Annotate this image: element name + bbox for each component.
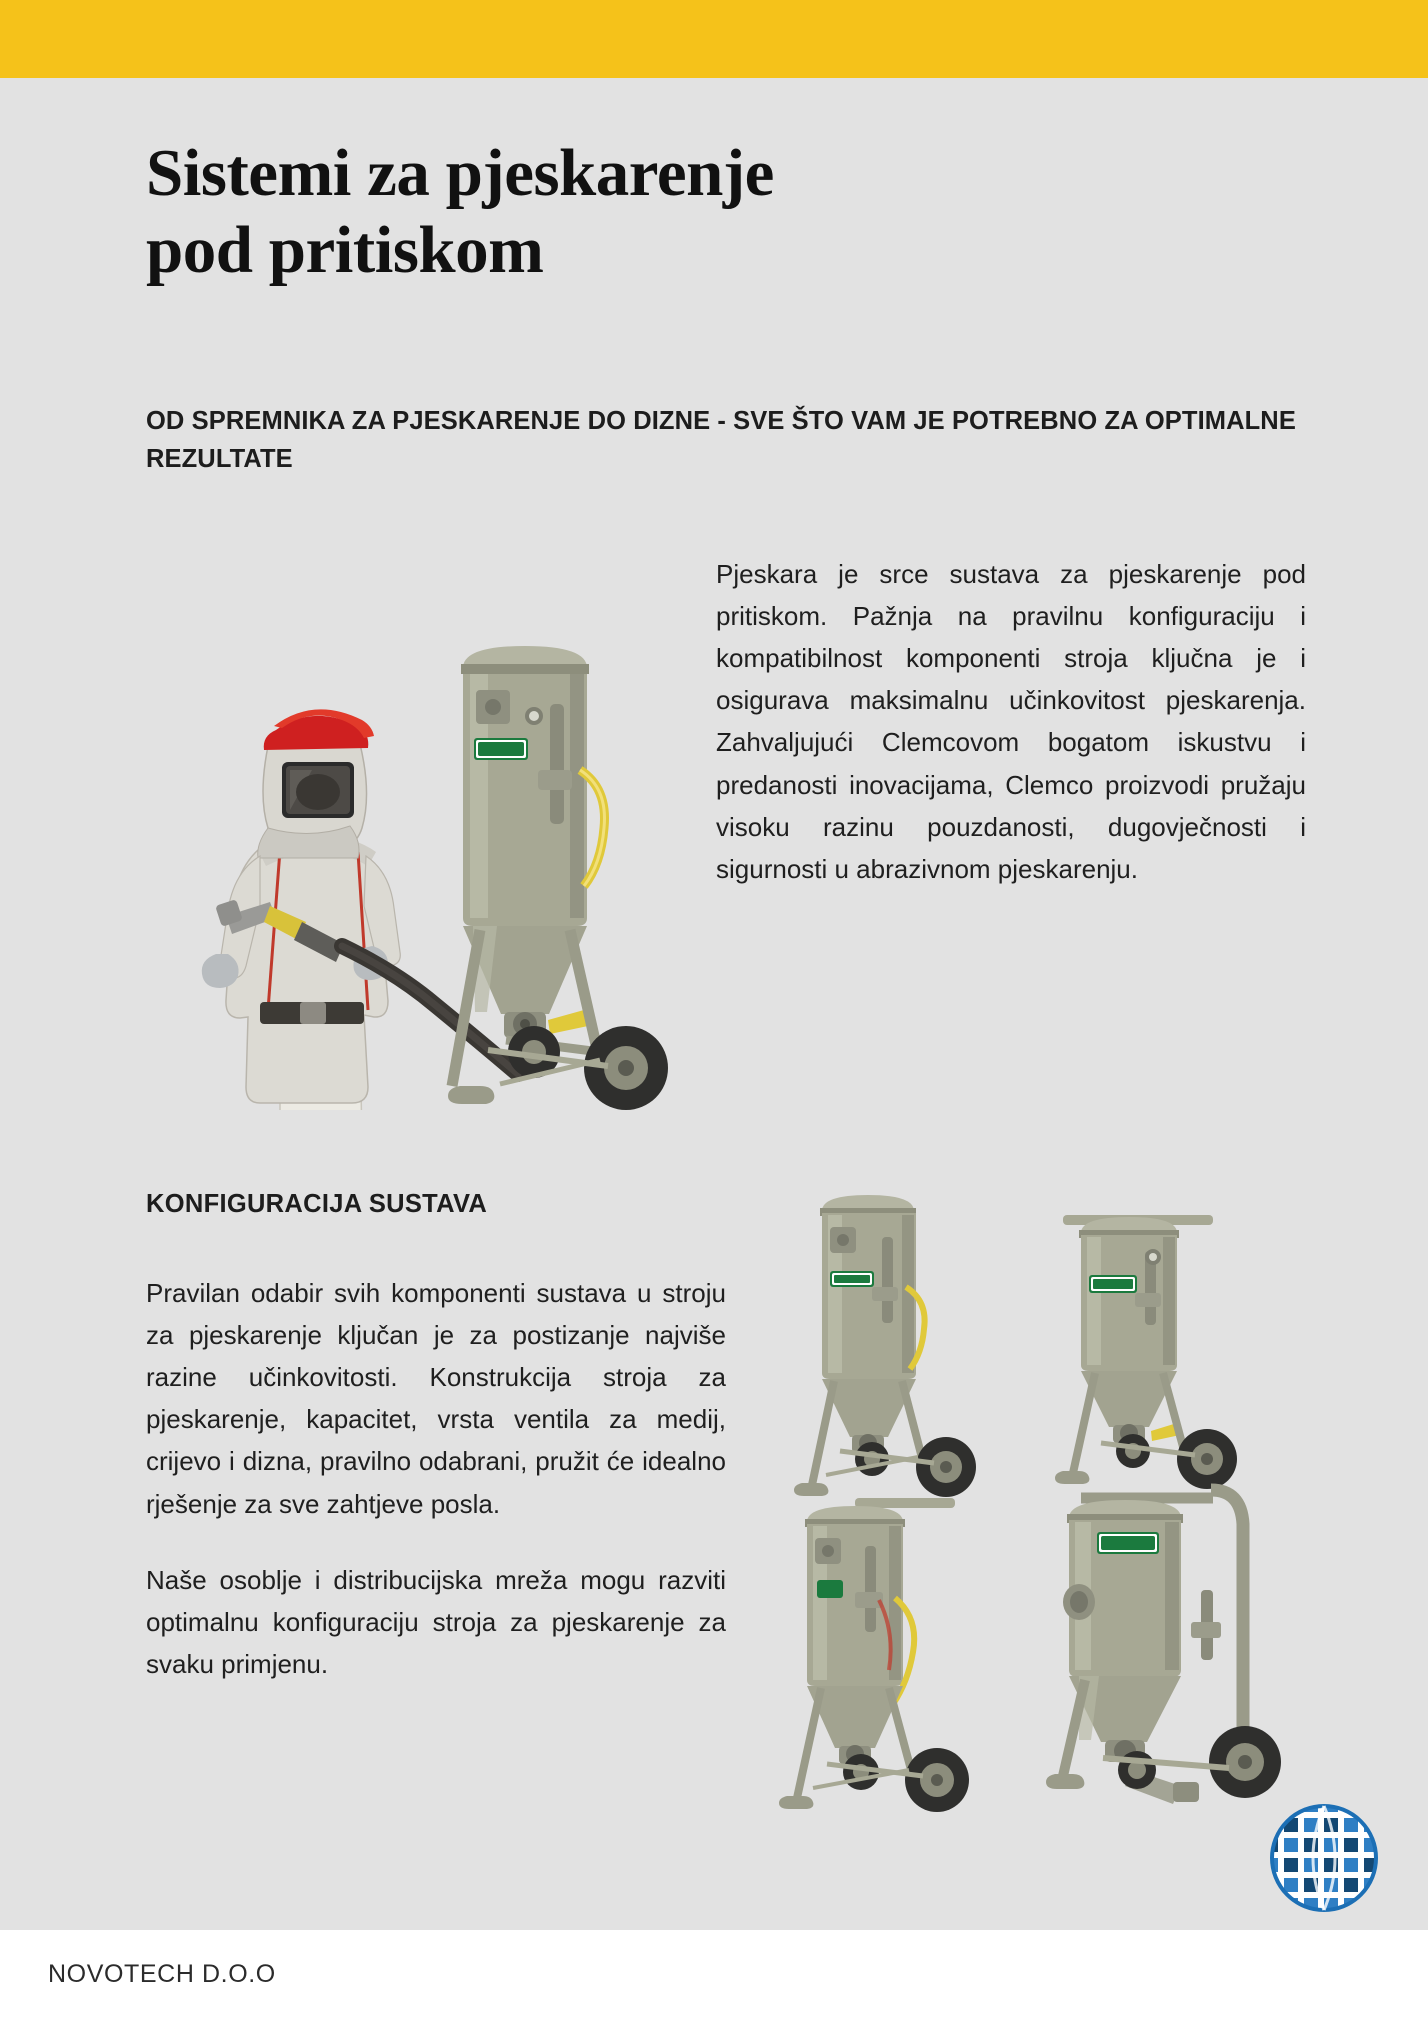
page-footer xyxy=(0,1930,1428,2028)
company-logo-globe-icon xyxy=(1258,1792,1390,1924)
body-paragraph-1: Pravilan odabir svih komponenti sustava u stroju za pjeskarenje ključan je za postizanje najviše razine učinkovitosti. Konstrukcija stroja za pjeskarenje, kapacitet, vrsta ventila za medij, crijevo i dizna, pravilno odabrani, pružit će idealno rješenje za sve zahtjeve posla. xyxy=(146,1278,726,1519)
body-copy xyxy=(146,1272,726,1685)
footer-company-name: NOVOTECH D.O.O xyxy=(48,1960,276,1988)
product-image-4 xyxy=(1015,1470,1315,1820)
page-title xyxy=(146,135,1146,289)
product-image-1 xyxy=(760,1175,1020,1505)
section-heading-configuration: KONFIGURACIJA SUSTAVA xyxy=(146,1190,488,1218)
page-title-line-2: pod pritiskom xyxy=(146,213,544,288)
product-image-2 xyxy=(1025,1193,1285,1508)
page-subtitle: OD SPREMNIKA ZA PJESKARENJE DO DIZNE - SVE ŠTO VAM JE POTREBNO ZA OPTIMALNE REZULTATE xyxy=(146,407,1296,473)
intro-paragraph: Pjeskara je srce sustava za pjeskarenje pod pritiskom. Pažnja na pravilnu konfiguraciju i kompatibilnost komponenti stroja ključna je i osigurava maksimalnu učinkovitost pjeskarenja. Zahvaljujući Clemcovom bogatom iskustvu i predanosti inovacijama, Clemco proizvodi pružaju visoku razinu pouzdanosti, dugovječnosti i sigurnosti u abrazivnom pjeskarenju. xyxy=(716,559,1306,884)
body-paragraph-2: Naše osoblje i distribucijska mreža mogu razviti optimalnu konfiguraciju stroja za pjeskarenje za svaku primjenu. xyxy=(146,1564,726,1679)
product-image-3 xyxy=(745,1480,1025,1820)
page-title-line-1: Sistemi za pjeskarenje xyxy=(146,136,774,210)
hero-image-group xyxy=(130,550,690,1110)
top-accent-bar xyxy=(0,0,1428,78)
operator-and-machine-illustration xyxy=(130,550,690,1110)
